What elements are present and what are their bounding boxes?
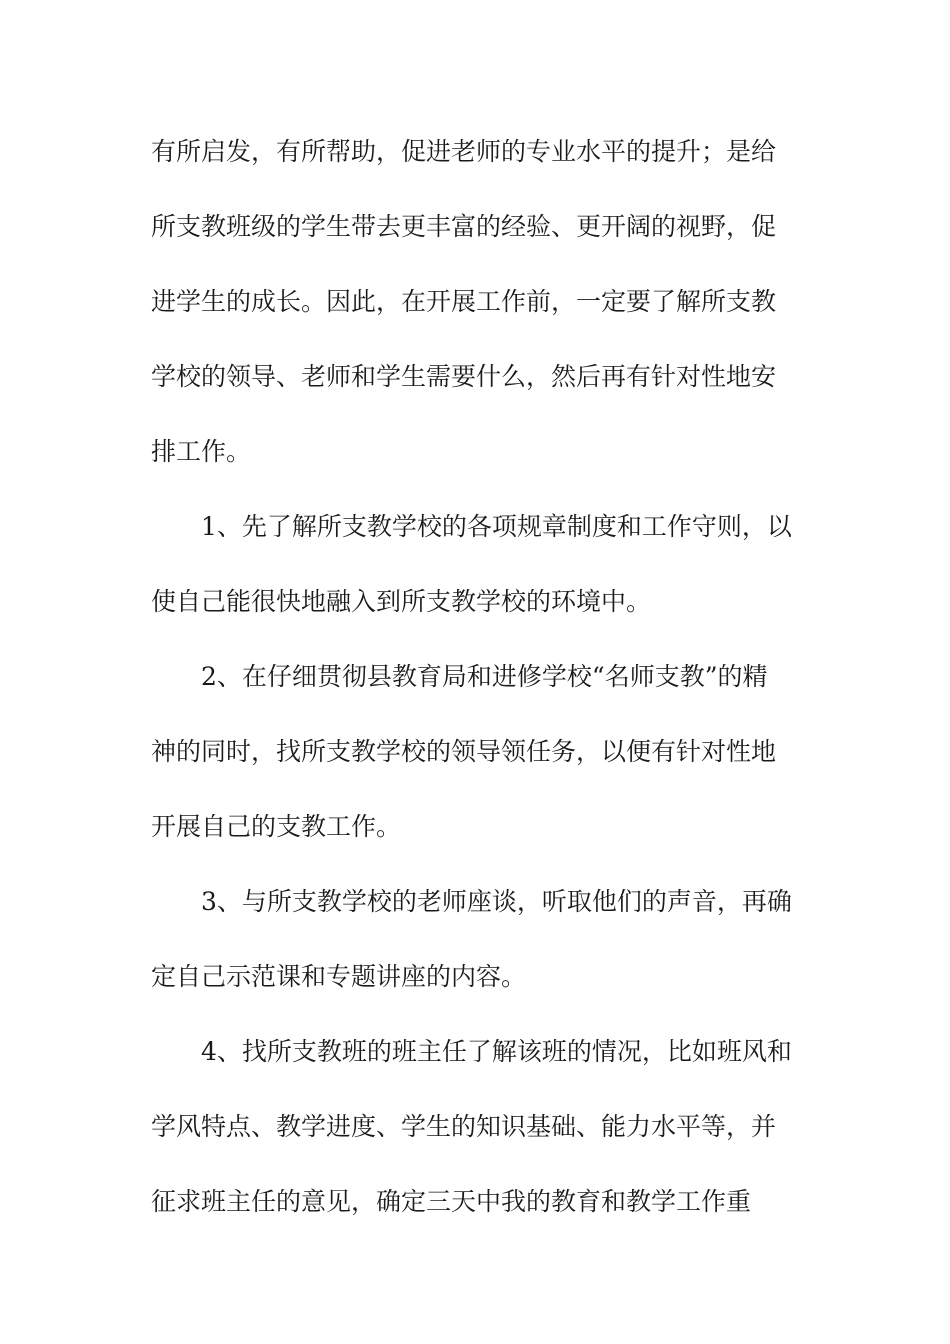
text-line: 所支教班级的学生带去更丰富的经验、更开阔的视野，促 [151, 212, 777, 241]
text-line: 有所启发，有所帮助，促进老师的专业水平的提升；是给 [151, 137, 777, 166]
text-line: 学校的领导、老师和学生需要什么，然后再有针对性地安 [151, 362, 777, 391]
list-item-2: 2、在仔细贯彻县教育局和进修学校“名师支教”的精 [201, 662, 768, 691]
text-line: 定自己示范课和专题讲座的内容。 [151, 962, 527, 991]
text-line: 进学生的成长。因此，在开展工作前，一定要了解所支教 [151, 287, 777, 316]
list-item-3: 3、与所支教学校的老师座谈，听取他们的声音，再确 [201, 887, 792, 916]
text-line: 征求班主任的意见，确定三天中我的教育和教学工作重 [151, 1187, 752, 1216]
text-line: 神的同时，找所支教学校的领导领任务，以便有针对性地 [151, 737, 777, 766]
text-line: 开展自己的支教工作。 [151, 812, 402, 841]
text-line: 使自己能很快地融入到所支教学校的环境中。 [151, 587, 652, 616]
text-line: 学风特点、教学进度、学生的知识基础、能力水平等，并 [151, 1112, 777, 1141]
list-item-4: 4、找所支教班的班主任了解该班的情况，比如班风和 [201, 1037, 792, 1066]
body-text [151, 127, 811, 1252]
text-line: 排工作。 [151, 437, 252, 466]
list-item-1: 1、先了解所支教学校的各项规章制度和工作守则，以 [201, 512, 792, 541]
